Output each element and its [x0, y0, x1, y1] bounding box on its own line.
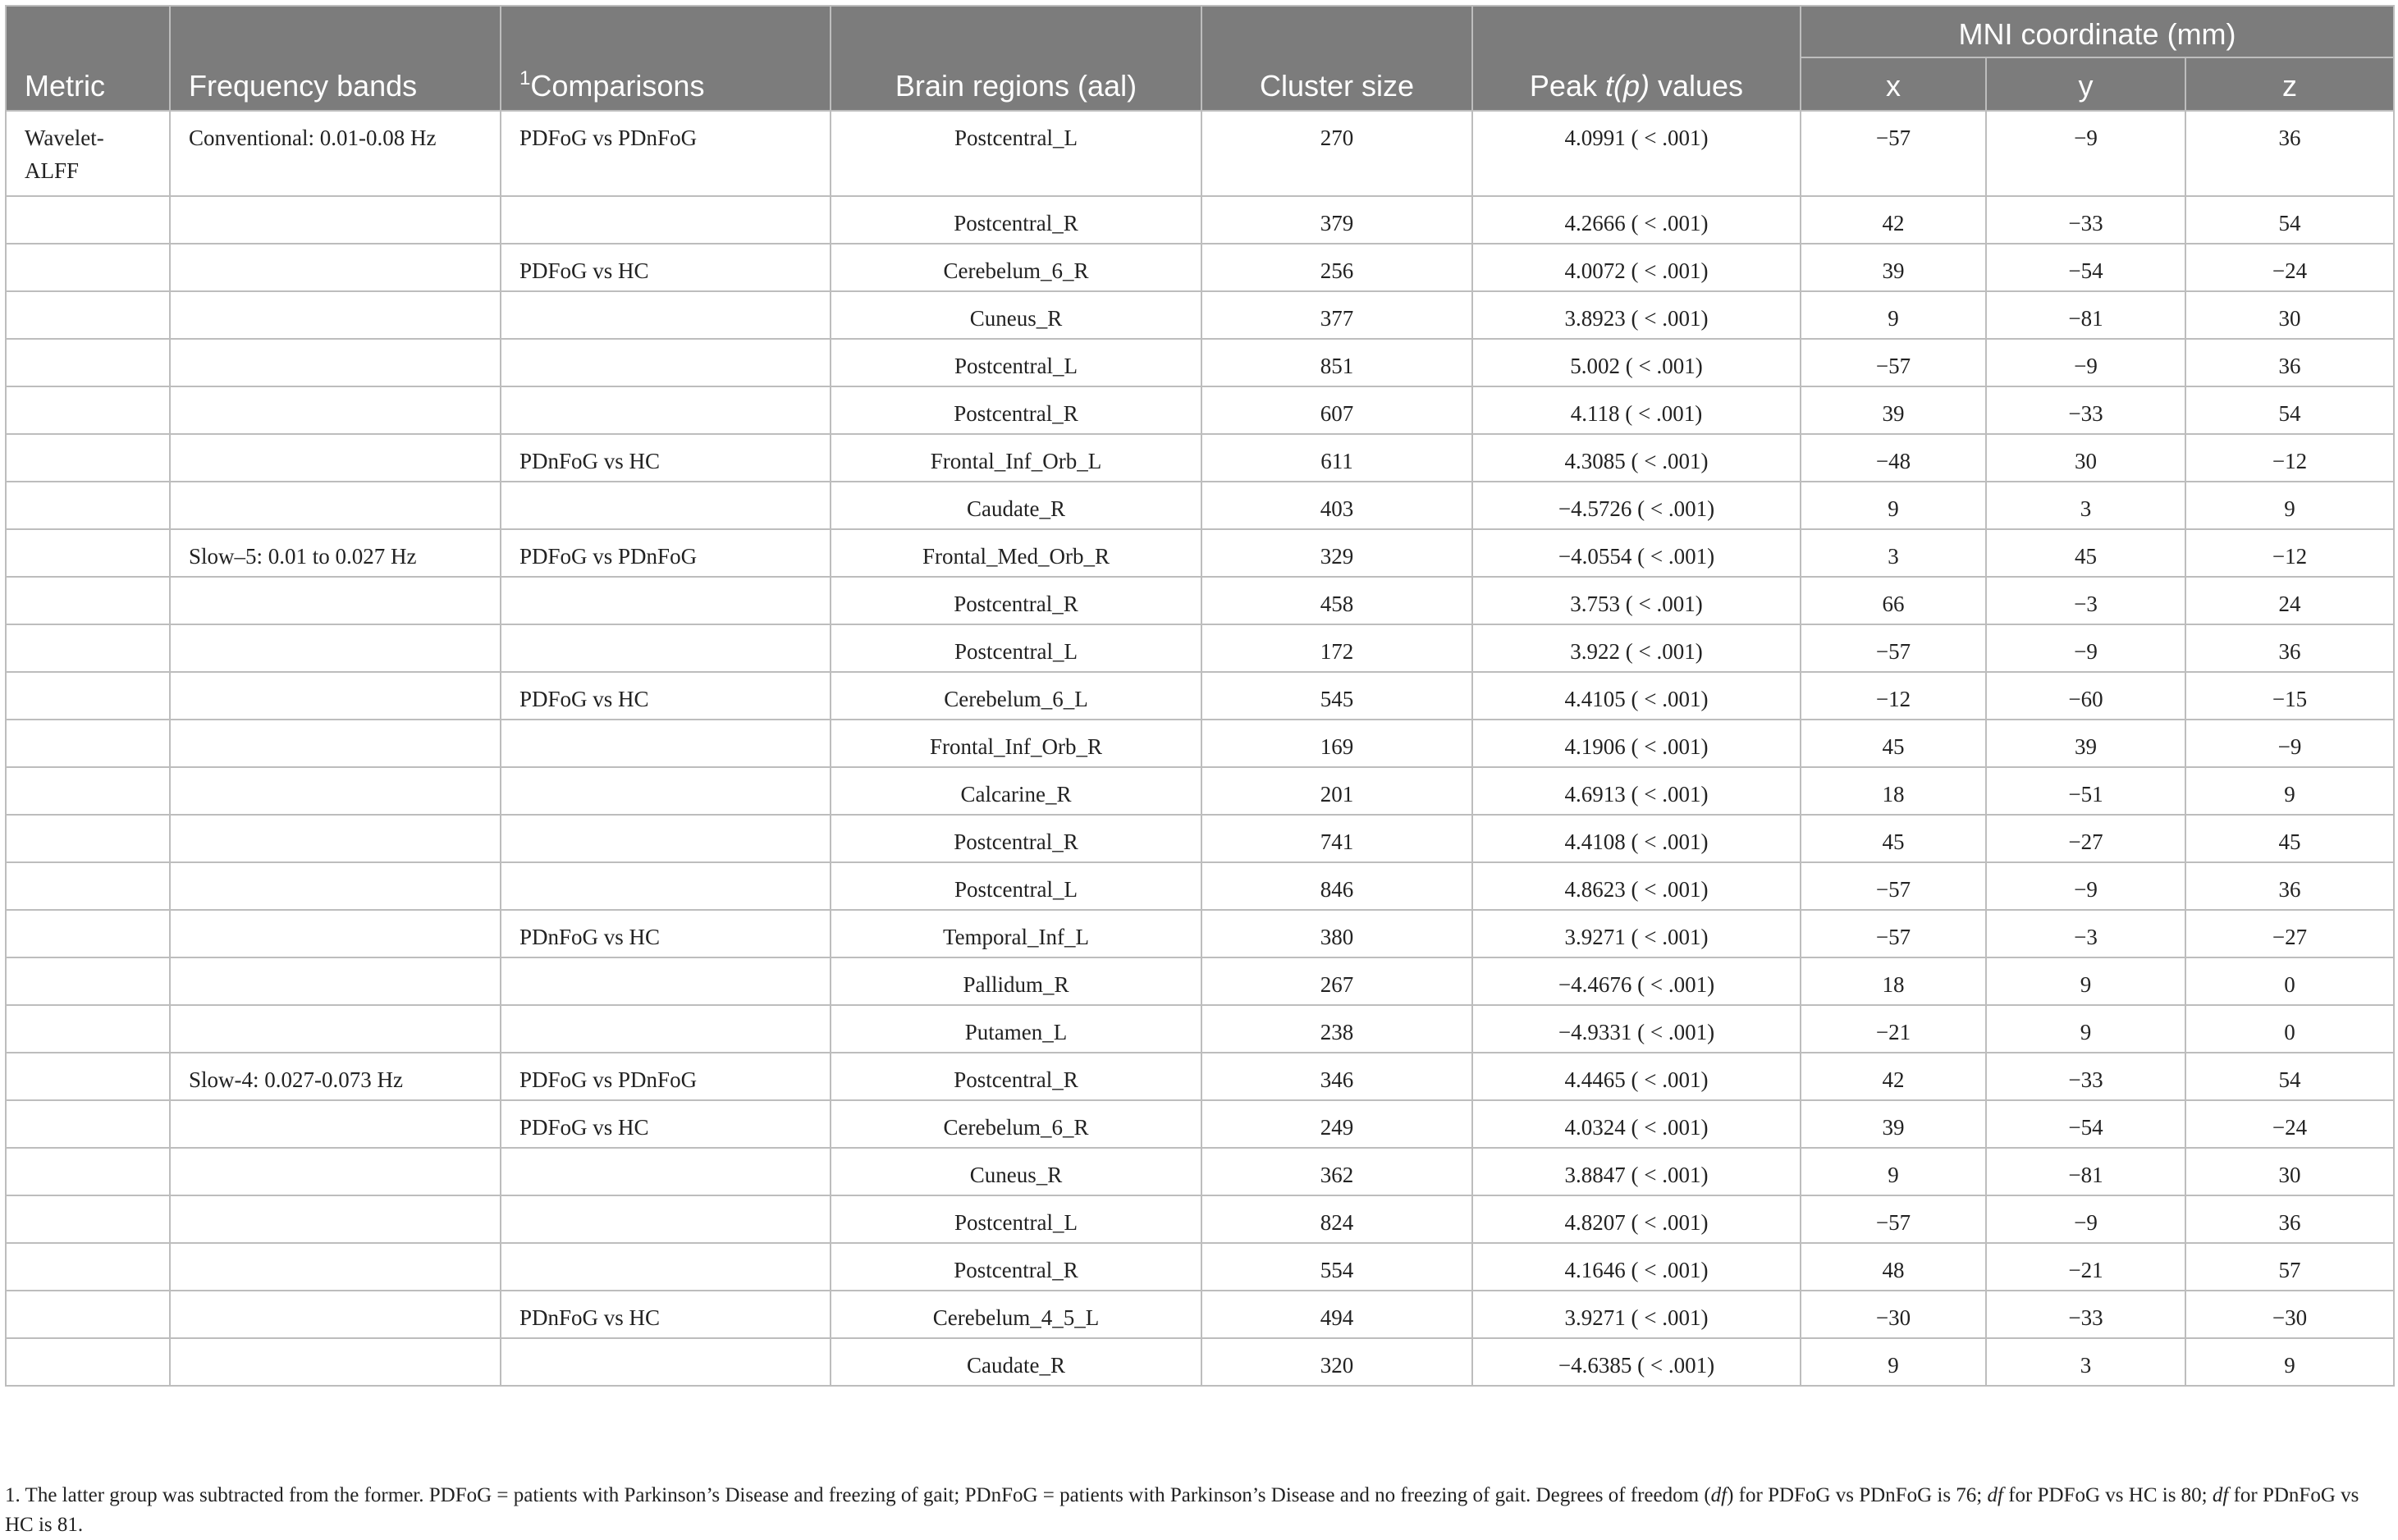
cell-cluster-size: 267	[1201, 957, 1472, 1005]
cell-frequency-band	[170, 577, 501, 624]
cell-metric	[6, 1243, 170, 1291]
table-row	[6, 1005, 2394, 1053]
cell-metric: Wavelet-ALFF	[6, 111, 170, 196]
cell-cluster-size: 238	[1201, 1005, 1472, 1053]
cell-brain-region: Pallidum_R	[831, 957, 1201, 1005]
cell-y: −51	[1986, 767, 2185, 815]
cell-frequency-band	[170, 910, 501, 957]
cell-frequency-band	[170, 1338, 501, 1386]
cell-frequency-band	[170, 434, 501, 482]
cell-cluster-size: 824	[1201, 1195, 1472, 1243]
cell-z: 36	[2185, 111, 2394, 196]
cell-comparison: PDFoG vs PDnFoG	[501, 111, 831, 196]
cell-comparison	[501, 957, 831, 1005]
cell-frequency-band	[170, 1243, 501, 1291]
cell-comparison: PDFoG vs PDnFoG	[501, 1053, 831, 1100]
cell-peak-value: 3.8847 ( < .001)	[1472, 1148, 1801, 1195]
cell-frequency-band	[170, 482, 501, 529]
cell-x: −57	[1801, 1195, 1986, 1243]
cell-metric	[6, 577, 170, 624]
table-row	[6, 111, 2394, 196]
cell-y: −81	[1986, 1148, 2185, 1195]
cell-y: −54	[1986, 1100, 2185, 1148]
cell-metric	[6, 1195, 170, 1243]
table-row	[6, 910, 2394, 957]
header-peak-values	[1472, 6, 1801, 111]
header-cluster-size: Cluster size	[1201, 6, 1472, 111]
cell-x: 66	[1801, 577, 1986, 624]
cell-frequency-band: Slow-4: 0.027-0.073 Hz	[170, 1053, 501, 1100]
cell-z: 57	[2185, 1243, 2394, 1291]
cell-cluster-size: 249	[1201, 1100, 1472, 1148]
cell-peak-value: 4.1906 ( < .001)	[1472, 720, 1801, 767]
cell-cluster-size: 320	[1201, 1338, 1472, 1386]
cell-comparison	[501, 1005, 831, 1053]
header-comparisons	[501, 6, 831, 111]
footnote-df-1: df	[1710, 1484, 1728, 1506]
cell-metric	[6, 1100, 170, 1148]
cell-x: 18	[1801, 957, 1986, 1005]
cell-peak-value: 4.4105 ( < .001)	[1472, 672, 1801, 720]
cell-y: −9	[1986, 111, 2185, 196]
cell-x: 18	[1801, 767, 1986, 815]
cell-x: 3	[1801, 529, 1986, 577]
cell-metric	[6, 244, 170, 291]
cell-y: −33	[1986, 386, 2185, 434]
cell-comparison: PDnFoG vs HC	[501, 434, 831, 482]
footnote-text-3: for PDFoG vs HC is 80;	[2002, 1484, 2213, 1506]
cell-peak-value: −4.5726 ( < .001)	[1472, 482, 1801, 529]
cell-metric	[6, 720, 170, 767]
cell-brain-region: Postcentral_R	[831, 1053, 1201, 1100]
cell-cluster-size: 851	[1201, 339, 1472, 386]
cell-metric	[6, 291, 170, 339]
cell-y: −54	[1986, 244, 2185, 291]
footnote-df-3: df	[2212, 1484, 2229, 1506]
cell-brain-region: Cerebelum_6_L	[831, 672, 1201, 720]
cell-cluster-size: 377	[1201, 291, 1472, 339]
cell-peak-value: −4.9331 ( < .001)	[1472, 1005, 1801, 1053]
cell-z: −24	[2185, 244, 2394, 291]
cell-cluster-size: 554	[1201, 1243, 1472, 1291]
table-row	[6, 720, 2394, 767]
cell-peak-value: 3.8923 ( < .001)	[1472, 291, 1801, 339]
cell-y: 45	[1986, 529, 2185, 577]
cell-metric	[6, 434, 170, 482]
cell-cluster-size: 607	[1201, 386, 1472, 434]
cell-z: 36	[2185, 339, 2394, 386]
cell-z: 0	[2185, 957, 2394, 1005]
cell-comparison	[501, 1243, 831, 1291]
results-table-container	[5, 5, 2393, 1387]
cell-x: −48	[1801, 434, 1986, 482]
cell-peak-value: 4.3085 ( < .001)	[1472, 434, 1801, 482]
table-row	[6, 1338, 2394, 1386]
cell-brain-region: Temporal_Inf_L	[831, 910, 1201, 957]
cell-frequency-band	[170, 291, 501, 339]
cell-brain-region: Postcentral_L	[831, 111, 1201, 196]
cell-comparison	[501, 1148, 831, 1195]
cell-y: −27	[1986, 815, 2185, 862]
cell-x: 42	[1801, 1053, 1986, 1100]
cell-comparison: PDnFoG vs HC	[501, 910, 831, 957]
cell-comparison	[501, 862, 831, 910]
header-y: y	[1986, 57, 2185, 111]
cell-x: 9	[1801, 1148, 1986, 1195]
cell-brain-region: Postcentral_R	[831, 1243, 1201, 1291]
cell-y: −9	[1986, 624, 2185, 672]
cell-metric	[6, 910, 170, 957]
cell-frequency-band	[170, 957, 501, 1005]
cell-frequency-band	[170, 624, 501, 672]
cell-comparison	[501, 1195, 831, 1243]
cell-x: 9	[1801, 1338, 1986, 1386]
cell-metric	[6, 624, 170, 672]
cell-y: −3	[1986, 910, 2185, 957]
cell-x: 39	[1801, 1100, 1986, 1148]
cell-frequency-band	[170, 1005, 501, 1053]
cell-z: 0	[2185, 1005, 2394, 1053]
cell-z: −30	[2185, 1291, 2394, 1338]
cell-y: −9	[1986, 339, 2185, 386]
cell-frequency-band	[170, 767, 501, 815]
cell-brain-region: Putamen_L	[831, 1005, 1201, 1053]
cell-comparison	[501, 624, 831, 672]
cell-z: 54	[2185, 196, 2394, 244]
cell-frequency-band	[170, 1195, 501, 1243]
cell-comparison	[501, 577, 831, 624]
cell-metric	[6, 1291, 170, 1338]
cell-z: 9	[2185, 482, 2394, 529]
header-x: x	[1801, 57, 1986, 111]
footnote-df-2: df	[1987, 1484, 2003, 1506]
cell-z: 36	[2185, 862, 2394, 910]
cell-frequency-band	[170, 1291, 501, 1338]
cell-brain-region: Frontal_Inf_Orb_L	[831, 434, 1201, 482]
cell-peak-value: −4.6385 ( < .001)	[1472, 1338, 1801, 1386]
footnote-text-2: ) for PDFoG vs PDnFoG is 76;	[1727, 1484, 1988, 1506]
cell-x: 45	[1801, 815, 1986, 862]
cell-z: 36	[2185, 1195, 2394, 1243]
cell-peak-value: 4.8623 ( < .001)	[1472, 862, 1801, 910]
cell-cluster-size: 846	[1201, 862, 1472, 910]
cell-y: −21	[1986, 1243, 2185, 1291]
cell-brain-region: Postcentral_L	[831, 862, 1201, 910]
cell-comparison	[501, 815, 831, 862]
cell-z: −12	[2185, 434, 2394, 482]
cell-y: −81	[1986, 291, 2185, 339]
cell-x: −57	[1801, 910, 1986, 957]
cell-metric	[6, 1148, 170, 1195]
cell-x: −57	[1801, 339, 1986, 386]
header-brain-regions: Brain regions (aal)	[831, 6, 1201, 111]
cell-peak-value: 3.9271 ( < .001)	[1472, 1291, 1801, 1338]
cell-brain-region: Cuneus_R	[831, 291, 1201, 339]
cell-brain-region: Postcentral_L	[831, 339, 1201, 386]
table-row	[6, 386, 2394, 434]
cell-comparison: PDFoG vs HC	[501, 1100, 831, 1148]
cell-x: 45	[1801, 720, 1986, 767]
header-metric: Metric	[6, 6, 170, 111]
header-peak-prefix: Peak	[1529, 69, 1605, 103]
cell-cluster-size: 403	[1201, 482, 1472, 529]
cell-comparison	[501, 196, 831, 244]
cell-cluster-size: 611	[1201, 434, 1472, 482]
cell-comparison: PDFoG vs PDnFoG	[501, 529, 831, 577]
cell-z: 54	[2185, 386, 2394, 434]
cell-cluster-size: 362	[1201, 1148, 1472, 1195]
cell-comparison	[501, 767, 831, 815]
cell-comparison	[501, 1338, 831, 1386]
table-row	[6, 1100, 2394, 1148]
table-row	[6, 1243, 2394, 1291]
cell-brain-region: Postcentral_L	[831, 1195, 1201, 1243]
header-z: z	[2185, 57, 2394, 111]
cell-y: −9	[1986, 1195, 2185, 1243]
cell-z: 30	[2185, 1148, 2394, 1195]
table-row	[6, 767, 2394, 815]
cell-y: 9	[1986, 1005, 2185, 1053]
cell-y: 39	[1986, 720, 2185, 767]
cell-comparison: PDFoG vs HC	[501, 672, 831, 720]
cell-y: −9	[1986, 862, 2185, 910]
cell-metric	[6, 815, 170, 862]
cell-z: 54	[2185, 1053, 2394, 1100]
cell-brain-region: Cerebelum_6_R	[831, 244, 1201, 291]
header-comparisons-label: Comparisons	[530, 69, 705, 103]
cell-peak-value: 4.0324 ( < .001)	[1472, 1100, 1801, 1148]
cell-comparison	[501, 291, 831, 339]
cell-frequency-band	[170, 339, 501, 386]
table-footnote	[5, 1481, 2385, 1540]
cell-comparison	[501, 482, 831, 529]
cell-x: −12	[1801, 672, 1986, 720]
cell-x: −57	[1801, 111, 1986, 196]
cell-frequency-band	[170, 386, 501, 434]
cell-cluster-size: 270	[1201, 111, 1472, 196]
cell-peak-value: −4.4676 ( < .001)	[1472, 957, 1801, 1005]
table-row	[6, 339, 2394, 386]
cell-peak-value: 5.002 ( < .001)	[1472, 339, 1801, 386]
table-row	[6, 291, 2394, 339]
cell-z: 30	[2185, 291, 2394, 339]
cell-frequency-band	[170, 672, 501, 720]
cell-peak-value: 4.4465 ( < .001)	[1472, 1053, 1801, 1100]
cell-z: 9	[2185, 767, 2394, 815]
table-row	[6, 434, 2394, 482]
table-row	[6, 577, 2394, 624]
cell-brain-region: Postcentral_R	[831, 815, 1201, 862]
cell-peak-value: 4.0991 ( < .001)	[1472, 111, 1801, 196]
cell-metric	[6, 1005, 170, 1053]
table-body	[6, 111, 2394, 1386]
cell-x: 39	[1801, 386, 1986, 434]
cell-comparison	[501, 386, 831, 434]
cell-metric	[6, 339, 170, 386]
table-row	[6, 1148, 2394, 1195]
cell-y: −33	[1986, 196, 2185, 244]
cell-metric	[6, 957, 170, 1005]
table-row	[6, 529, 2394, 577]
cell-cluster-size: 458	[1201, 577, 1472, 624]
cell-peak-value: 4.8207 ( < .001)	[1472, 1195, 1801, 1243]
cell-x: 39	[1801, 244, 1986, 291]
cell-x: 9	[1801, 482, 1986, 529]
cell-frequency-band	[170, 862, 501, 910]
cell-y: −33	[1986, 1291, 2185, 1338]
cell-x: 42	[1801, 196, 1986, 244]
cell-frequency-band: Slow–5: 0.01 to 0.027 Hz	[170, 529, 501, 577]
cell-cluster-size: 169	[1201, 720, 1472, 767]
cell-comparison: PDFoG vs HC	[501, 244, 831, 291]
cell-z: −27	[2185, 910, 2394, 957]
cell-brain-region: Cerebelum_6_R	[831, 1100, 1201, 1148]
cell-metric	[6, 386, 170, 434]
cell-peak-value: 3.9271 ( < .001)	[1472, 910, 1801, 957]
cell-peak-value: −4.0554 ( < .001)	[1472, 529, 1801, 577]
table-row	[6, 482, 2394, 529]
cell-cluster-size: 346	[1201, 1053, 1472, 1100]
cell-brain-region: Cerebelum_4_5_L	[831, 1291, 1201, 1338]
cell-brain-region: Cuneus_R	[831, 1148, 1201, 1195]
footnote-text-1: 1. The latter group was subtracted from the former. PDFoG = patients with Parkinson’s Disease and freezing of gait; PDnFoG = patients with Parkinson’s Disease and no freezing of gait. Degrees of freedom (	[5, 1484, 1711, 1506]
cell-cluster-size: 172	[1201, 624, 1472, 672]
cell-peak-value: 4.6913 ( < .001)	[1472, 767, 1801, 815]
cell-brain-region: Calcarine_R	[831, 767, 1201, 815]
cell-frequency-band: Conventional: 0.01-0.08 Hz	[170, 111, 501, 196]
cell-metric	[6, 529, 170, 577]
table-row	[6, 1291, 2394, 1338]
cell-y: 3	[1986, 1338, 2185, 1386]
cell-brain-region: Frontal_Med_Orb_R	[831, 529, 1201, 577]
cell-cluster-size: 329	[1201, 529, 1472, 577]
cell-brain-region: Postcentral_R	[831, 577, 1201, 624]
cell-frequency-band	[170, 1148, 501, 1195]
cell-frequency-band	[170, 244, 501, 291]
cell-metric	[6, 1338, 170, 1386]
cell-x: −57	[1801, 624, 1986, 672]
cell-brain-region: Frontal_Inf_Orb_R	[831, 720, 1201, 767]
table-row	[6, 862, 2394, 910]
table-header	[6, 6, 2394, 111]
cell-z: 9	[2185, 1338, 2394, 1386]
cell-peak-value: 4.1646 ( < .001)	[1472, 1243, 1801, 1291]
cell-y: 9	[1986, 957, 2185, 1005]
cell-metric	[6, 862, 170, 910]
cell-cluster-size: 380	[1201, 910, 1472, 957]
cell-brain-region: Postcentral_R	[831, 196, 1201, 244]
table-row	[6, 624, 2394, 672]
cell-z: −12	[2185, 529, 2394, 577]
cell-metric	[6, 196, 170, 244]
cell-cluster-size: 256	[1201, 244, 1472, 291]
cell-frequency-band	[170, 815, 501, 862]
table-row	[6, 672, 2394, 720]
cell-x: −21	[1801, 1005, 1986, 1053]
cell-brain-region: Postcentral_L	[831, 624, 1201, 672]
cell-y: 3	[1986, 482, 2185, 529]
header-comparisons-footnote-mark: 1	[519, 67, 531, 89]
table-row	[6, 1195, 2394, 1243]
cell-peak-value: 3.922 ( < .001)	[1472, 624, 1801, 672]
cell-peak-value: 3.753 ( < .001)	[1472, 577, 1801, 624]
results-table	[5, 5, 2395, 1387]
cell-brain-region: Caudate_R	[831, 1338, 1201, 1386]
cell-cluster-size: 741	[1201, 815, 1472, 862]
cell-x: 9	[1801, 291, 1986, 339]
cell-peak-value: 4.0072 ( < .001)	[1472, 244, 1801, 291]
cell-frequency-band	[170, 196, 501, 244]
header-peak-stat: t(p)	[1604, 69, 1650, 103]
cell-x: 48	[1801, 1243, 1986, 1291]
cell-brain-region: Caudate_R	[831, 482, 1201, 529]
cell-metric	[6, 672, 170, 720]
cell-peak-value: 4.4108 ( < .001)	[1472, 815, 1801, 862]
cell-brain-region: Postcentral_R	[831, 386, 1201, 434]
cell-cluster-size: 545	[1201, 672, 1472, 720]
table-row	[6, 1053, 2394, 1100]
cell-x: −57	[1801, 862, 1986, 910]
cell-z: 24	[2185, 577, 2394, 624]
header-peak-suffix: values	[1649, 69, 1744, 103]
cell-z: −24	[2185, 1100, 2394, 1148]
cell-z: −15	[2185, 672, 2394, 720]
cell-metric	[6, 767, 170, 815]
header-mni-coordinate: MNI coordinate (mm)	[1801, 6, 2394, 57]
table-row	[6, 815, 2394, 862]
cell-cluster-size: 379	[1201, 196, 1472, 244]
cell-z: 45	[2185, 815, 2394, 862]
cell-comparison	[501, 720, 831, 767]
cell-y: −60	[1986, 672, 2185, 720]
cell-comparison	[501, 339, 831, 386]
cell-metric	[6, 482, 170, 529]
cell-y: 30	[1986, 434, 2185, 482]
cell-peak-value: 4.118 ( < .001)	[1472, 386, 1801, 434]
cell-cluster-size: 494	[1201, 1291, 1472, 1338]
table-row	[6, 957, 2394, 1005]
table-row	[6, 244, 2394, 291]
cell-z: 36	[2185, 624, 2394, 672]
cell-comparison: PDnFoG vs HC	[501, 1291, 831, 1338]
cell-metric	[6, 1053, 170, 1100]
cell-cluster-size: 201	[1201, 767, 1472, 815]
cell-peak-value: 4.2666 ( < .001)	[1472, 196, 1801, 244]
header-frequency-bands: Frequency bands	[170, 6, 501, 111]
cell-z: −9	[2185, 720, 2394, 767]
table-row	[6, 196, 2394, 244]
cell-y: −3	[1986, 577, 2185, 624]
footnote-text-4: for PDnFoG vs HC is 81.	[5, 1484, 2359, 1536]
cell-x: −30	[1801, 1291, 1986, 1338]
cell-y: −33	[1986, 1053, 2185, 1100]
cell-frequency-band	[170, 1100, 501, 1148]
cell-frequency-band	[170, 720, 501, 767]
